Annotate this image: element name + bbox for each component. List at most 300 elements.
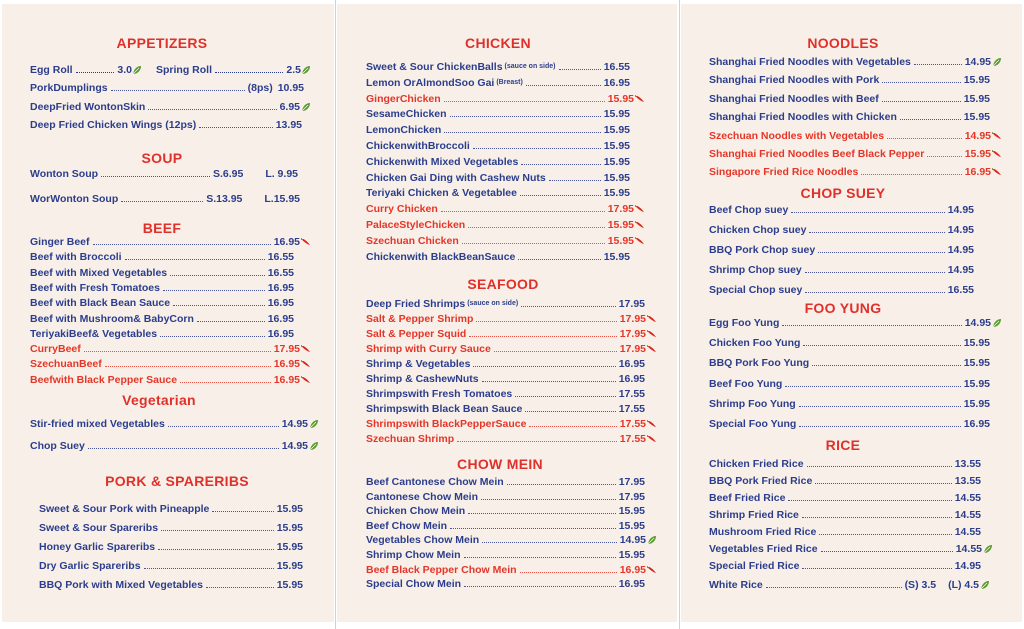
menu-item xyxy=(709,491,981,505)
leaf-icon xyxy=(983,544,993,554)
dot-leader xyxy=(802,517,952,518)
menu-item xyxy=(709,165,1002,179)
item-name: Chickenwith BlackBeanSauce xyxy=(366,251,516,263)
dot-leader xyxy=(215,72,283,73)
dot-leader xyxy=(782,325,961,326)
dot-leader xyxy=(799,406,961,407)
item-price: 14.95 xyxy=(964,56,991,68)
menu-item xyxy=(39,502,303,516)
menu-item xyxy=(30,167,298,181)
item-price: 15.95 xyxy=(603,187,630,199)
item-name: Deep Fried Chicken Wings (12ps) xyxy=(30,119,197,131)
dot-leader xyxy=(559,69,601,70)
menu-item xyxy=(39,521,303,535)
chili-pepper-icon xyxy=(992,167,1002,177)
item-name: Beef with Mushroom& BabyCorn xyxy=(30,313,194,325)
menu-item xyxy=(366,92,645,106)
item-quantity: (8ps) xyxy=(247,82,273,94)
menu-item xyxy=(366,297,645,311)
menu-item xyxy=(366,504,645,518)
menu-item xyxy=(366,577,645,591)
dot-leader xyxy=(180,382,271,383)
menu-item xyxy=(366,218,645,232)
item-price: 15.95 xyxy=(963,74,990,86)
dot-leader xyxy=(882,82,960,83)
dot-leader xyxy=(84,351,271,352)
menu-item xyxy=(366,372,645,386)
menu-item xyxy=(39,578,303,592)
item-price: 17.95 xyxy=(619,343,646,355)
item-name: Dry Garlic Spareribs xyxy=(39,560,141,572)
item-name: Sweet & Sour ChickenBalls xyxy=(366,61,503,73)
item-price: 16.95 xyxy=(273,236,300,248)
item-price: 16.55 xyxy=(267,251,294,263)
item-name: Chicken Gai Ding with Cashew Nuts xyxy=(366,172,546,184)
dot-leader xyxy=(529,426,616,427)
chili-pepper-icon xyxy=(992,131,1002,141)
item-name: Beef Foo Yung xyxy=(709,378,783,390)
dot-leader xyxy=(788,500,951,501)
dot-leader xyxy=(76,72,115,73)
item-name: PorkDumplings xyxy=(30,82,108,94)
dot-leader xyxy=(88,448,279,449)
menu-item xyxy=(709,203,974,217)
dot-leader xyxy=(473,366,615,367)
item-price: 14.95 xyxy=(964,130,991,142)
menu-item xyxy=(30,118,302,132)
dot-leader xyxy=(799,426,960,427)
item-price: 14.55 xyxy=(954,509,981,521)
item-name: TeriyakiBeef& Vegetables xyxy=(30,328,158,340)
dot-leader xyxy=(812,365,961,366)
item-price: 15.95 xyxy=(603,251,630,263)
dot-leader xyxy=(805,272,945,273)
item-name: SzechuanBeef xyxy=(30,358,102,370)
item-name: Beef Chow Mein xyxy=(366,520,448,532)
menu-item xyxy=(709,542,993,556)
chop-suey-heading: CHOP SUEY xyxy=(800,185,886,201)
item-price: 14.95 xyxy=(954,560,981,572)
chili-pepper-icon xyxy=(647,565,657,575)
menu-item xyxy=(30,357,311,371)
menu-item xyxy=(30,327,294,341)
menu-item xyxy=(709,243,974,257)
dot-leader xyxy=(163,290,265,291)
menu-item xyxy=(366,432,657,446)
item-price: 16.95 xyxy=(273,374,300,386)
leaf-icon xyxy=(301,102,311,112)
menu-item xyxy=(366,327,657,341)
noodles-heading: NOODLES xyxy=(807,35,879,51)
dot-leader xyxy=(121,201,203,202)
item-price: 15.95 xyxy=(276,503,303,515)
item-price: 16.95 xyxy=(618,358,645,370)
menu-item xyxy=(709,55,1002,69)
chili-pepper-icon xyxy=(301,237,311,247)
item-name: Sweet & Sour Pork with Pineapple xyxy=(39,503,210,515)
dot-leader xyxy=(927,156,961,157)
item-name: LemonChicken xyxy=(366,124,442,136)
item-name: BBQ Pork Foo Yung xyxy=(709,357,810,369)
egg-roll-item xyxy=(30,63,142,77)
item-price: 17.95 xyxy=(618,476,645,488)
menu-item xyxy=(366,417,657,431)
item-name: Beefwith Black Pepper Sauce xyxy=(30,374,178,386)
menu-item xyxy=(30,81,304,95)
menu-item xyxy=(30,192,300,206)
menu-item xyxy=(709,92,990,106)
item-price: 14.95 xyxy=(947,224,974,236)
chili-pepper-icon xyxy=(647,419,657,429)
leaf-icon xyxy=(992,318,1002,328)
menu-item xyxy=(366,475,645,489)
item-name: Beef with Mixed Vegetables xyxy=(30,267,168,279)
item-price-small: (S) 3.5 xyxy=(904,579,937,591)
item-name: Singapore Fried Rice Noodles xyxy=(709,166,859,178)
menu-item xyxy=(366,402,645,416)
item-name: Vegetables Fried Rice xyxy=(709,543,818,555)
menu-item xyxy=(30,100,311,114)
dot-leader xyxy=(206,587,274,588)
item-price: 16.95 xyxy=(618,373,645,385)
chili-pepper-icon xyxy=(301,375,311,385)
item-price: 2.5 xyxy=(286,64,301,76)
item-price: 16.95 xyxy=(964,166,991,178)
item-price: 15.95 xyxy=(603,172,630,184)
item-name: PalaceStyleChicken xyxy=(366,219,466,231)
item-name: Beef with Black Bean Sauce xyxy=(30,297,171,309)
item-price: 15.95 xyxy=(963,378,990,390)
item-name: Lemon OrAlmondSoo Gai xyxy=(366,77,495,89)
item-name: Shrimp Foo Yung xyxy=(709,398,796,410)
column-divider xyxy=(335,0,336,629)
item-name: Shrimp & Vegetables xyxy=(366,358,471,370)
item-price: 15.95 xyxy=(603,124,630,136)
item-price: 14.95 xyxy=(947,204,974,216)
dot-leader xyxy=(785,386,960,387)
item-name: Vegetables Chow Mein xyxy=(366,534,480,546)
dot-leader xyxy=(450,116,601,117)
item-name: Special Foo Yung xyxy=(709,418,797,430)
dot-leader xyxy=(507,484,616,485)
item-name: Shrimp Chop suey xyxy=(709,264,802,276)
foo-yung-heading: FOO YUNG xyxy=(804,300,882,316)
dot-leader xyxy=(457,441,617,442)
item-name: Teriyaki Chicken & Vegetablee xyxy=(366,187,517,199)
item-name: Chicken Chop suey xyxy=(709,224,807,236)
menu-item xyxy=(30,439,319,453)
dot-leader xyxy=(515,396,615,397)
menu-item xyxy=(709,525,981,539)
dot-leader xyxy=(807,466,952,467)
item-price: 14.55 xyxy=(954,492,981,504)
vegetarian-heading: Vegetarian xyxy=(122,392,196,408)
item-price: 15.95 xyxy=(963,93,990,105)
dot-leader xyxy=(861,174,961,175)
item-price: 15.95 xyxy=(963,357,990,369)
dot-leader xyxy=(199,127,273,128)
chili-pepper-icon xyxy=(635,236,645,246)
item-name: Curry Chicken xyxy=(366,203,438,215)
item-price: 17.55 xyxy=(619,418,646,430)
item-price: 15.95 xyxy=(964,148,991,160)
item-note: (Breast) xyxy=(496,78,523,86)
dot-leader xyxy=(818,252,945,253)
item-price-small: S.6.95 xyxy=(212,168,244,180)
item-name: Beef with Broccoli xyxy=(30,251,122,263)
dot-leader xyxy=(521,306,616,307)
chili-pepper-icon xyxy=(301,344,311,354)
dot-leader xyxy=(882,101,961,102)
dot-leader xyxy=(802,568,951,569)
item-name: Beef Black Pepper Chow Mein xyxy=(366,564,517,576)
menu-item xyxy=(366,202,645,216)
item-price: 15.95 xyxy=(607,235,634,247)
item-price: 15.95 xyxy=(963,337,990,349)
item-name: Chicken Foo Yung xyxy=(709,337,801,349)
chili-pepper-icon xyxy=(647,314,657,324)
item-name: Shanghai Fried Noodles Beef Black Pepper xyxy=(709,148,925,160)
menu-item xyxy=(366,139,630,153)
menu-item xyxy=(709,223,974,237)
dot-leader xyxy=(525,411,615,412)
item-name: Chickenwith Mixed Vegetables xyxy=(366,156,519,168)
menu-item xyxy=(366,563,657,577)
menu-item xyxy=(709,283,974,297)
item-price: 3.0 xyxy=(117,64,132,76)
dot-leader xyxy=(521,164,600,165)
item-note: (sauce on side) xyxy=(504,62,556,70)
item-price: 14.95 xyxy=(947,244,974,256)
dot-leader xyxy=(473,148,601,149)
rice-heading: RICE xyxy=(825,437,861,453)
item-price: 15.95 xyxy=(607,219,634,231)
menu-item xyxy=(709,508,981,522)
chicken-heading: CHICKEN xyxy=(465,35,531,51)
item-price: 15.95 xyxy=(618,520,645,532)
item-price: 17.55 xyxy=(618,388,645,400)
menu-item xyxy=(30,235,311,249)
item-name: GingerChicken xyxy=(366,93,441,105)
item-price: 16.95 xyxy=(963,418,990,430)
leaf-icon xyxy=(309,419,319,429)
item-name: Shanghai Fried Noodles with Chicken xyxy=(709,111,897,123)
dot-leader xyxy=(914,64,962,65)
menu-item xyxy=(709,129,1002,143)
dot-leader xyxy=(526,85,601,86)
menu-item xyxy=(366,519,645,533)
dot-leader xyxy=(170,275,265,276)
dot-leader xyxy=(168,426,279,427)
item-note: (sauce on side) xyxy=(467,299,519,307)
menu-item xyxy=(366,312,657,326)
dot-leader xyxy=(468,227,604,228)
pork-heading: PORK & SPARERIBS xyxy=(105,473,249,489)
dot-leader xyxy=(93,244,271,245)
item-price: 6.95 xyxy=(279,101,300,113)
item-name: CurryBeef xyxy=(30,343,81,355)
leaf-icon xyxy=(309,441,319,451)
item-name: Special Chop suey xyxy=(709,284,803,296)
menu-item xyxy=(30,342,311,356)
chili-pepper-icon xyxy=(647,329,657,339)
item-name: Beef Cantonese Chow Mein xyxy=(366,476,504,488)
menu-item xyxy=(366,60,630,74)
menu-item xyxy=(366,171,630,185)
item-name: WorWonton Soup xyxy=(30,193,119,205)
item-price: 16.95 xyxy=(267,282,294,294)
dot-leader xyxy=(520,195,601,196)
item-name: Chop Suey xyxy=(30,440,85,452)
item-price-large: L.15.95 xyxy=(264,193,300,205)
item-name: Shrimp Fried Rice xyxy=(709,509,799,521)
dot-leader xyxy=(148,109,276,110)
menu-item xyxy=(30,312,294,326)
item-price: 15.95 xyxy=(618,505,645,517)
item-name: Shrimp & CashewNuts xyxy=(366,373,479,385)
dot-leader xyxy=(111,90,245,91)
dot-leader xyxy=(766,587,902,588)
menu-item xyxy=(709,356,990,370)
menu-item xyxy=(366,234,645,248)
chili-pepper-icon xyxy=(647,344,657,354)
item-price: 17.95 xyxy=(273,343,300,355)
item-name: Special Chow Mein xyxy=(366,578,462,590)
item-name: Stir-fried mixed Vegetables xyxy=(30,418,165,430)
menu-item xyxy=(709,263,974,277)
item-name: Szechuan Noodles with Vegetables xyxy=(709,130,885,142)
menu-item xyxy=(366,533,657,547)
item-price: 14.55 xyxy=(954,526,981,538)
menu-item xyxy=(709,377,990,391)
item-price: 16.95 xyxy=(267,313,294,325)
dot-leader xyxy=(494,351,617,352)
menu-item xyxy=(30,417,319,431)
item-name: Egg Foo Yung xyxy=(709,317,780,329)
chow-mein-heading: CHOW MEIN xyxy=(457,456,543,472)
chili-pepper-icon xyxy=(647,434,657,444)
dot-leader xyxy=(444,132,600,133)
menu-item xyxy=(366,548,645,562)
item-name: Beef Chop suey xyxy=(709,204,789,216)
item-name: Beef Fried Rice xyxy=(709,492,786,504)
menu-item xyxy=(709,457,981,471)
menu-item xyxy=(366,250,630,264)
item-price: 15.95 xyxy=(603,140,630,152)
item-name: Salt & Pepper Shrimp xyxy=(366,313,474,325)
menu-item xyxy=(709,336,990,350)
menu-item xyxy=(366,387,645,401)
chili-pepper-icon xyxy=(635,94,645,104)
item-name: Shanghai Fried Noodles with Beef xyxy=(709,93,879,105)
item-price: 16.55 xyxy=(267,267,294,279)
dot-leader xyxy=(476,321,616,322)
item-price: 16.95 xyxy=(619,564,646,576)
dot-leader xyxy=(791,212,944,213)
item-price: 15.95 xyxy=(963,111,990,123)
item-price: 14.95 xyxy=(281,418,308,430)
menu-item xyxy=(366,357,645,371)
menu-item xyxy=(39,540,303,554)
item-name: Szechuan Chicken xyxy=(366,235,459,247)
item-price: 15.95 xyxy=(603,156,630,168)
item-price: 14.95 xyxy=(281,440,308,452)
item-price: 17.95 xyxy=(607,203,634,215)
beef-heading: BEEF xyxy=(142,220,182,236)
leaf-icon xyxy=(132,65,142,75)
menu-item xyxy=(709,397,990,411)
item-price: 13.95 xyxy=(275,119,302,131)
item-price: 10.95 xyxy=(277,82,304,94)
item-name: Spring Roll xyxy=(156,64,212,76)
menu-item xyxy=(30,281,294,295)
dot-leader xyxy=(464,586,616,587)
dot-leader xyxy=(173,305,265,306)
menu-item xyxy=(709,559,981,573)
menu-item xyxy=(30,250,294,264)
item-name: Shanghai Fried Noodles with Pork xyxy=(709,74,880,86)
dot-leader xyxy=(197,321,265,322)
item-name: Mushroom Fried Rice xyxy=(709,526,817,538)
leaf-icon xyxy=(980,580,990,590)
dot-leader xyxy=(444,101,605,102)
item-name: Shrimp with Curry Sauce xyxy=(366,343,491,355)
item-price: 17.95 xyxy=(618,491,645,503)
item-name: Chicken Fried Rice xyxy=(709,458,804,470)
item-name: Shanghai Fried Noodles with Vegetables xyxy=(709,56,911,68)
item-price: 14.95 xyxy=(619,534,646,546)
dot-leader xyxy=(482,381,616,382)
dot-leader xyxy=(101,176,210,177)
item-name: Special Fried Rice xyxy=(709,560,800,572)
menu-item xyxy=(366,155,630,169)
item-name: White Rice xyxy=(709,579,763,591)
item-price: 16.95 xyxy=(273,358,300,370)
dot-leader xyxy=(468,513,616,514)
leaf-icon xyxy=(647,535,657,545)
chili-pepper-icon xyxy=(301,359,311,369)
item-price: 17.55 xyxy=(619,433,646,445)
item-price: 13.55 xyxy=(954,458,981,470)
dot-leader xyxy=(125,259,265,260)
dot-leader xyxy=(887,138,962,139)
menu-item xyxy=(709,578,990,592)
chili-pepper-icon xyxy=(635,220,645,230)
dot-leader xyxy=(821,551,953,552)
item-name: Shrimp Chow Mein xyxy=(366,549,461,561)
dot-leader xyxy=(481,499,616,500)
chili-pepper-icon xyxy=(992,149,1002,159)
dot-leader xyxy=(160,336,265,337)
dot-leader xyxy=(105,366,271,367)
item-price: 16.95 xyxy=(603,77,630,89)
appetizers-heading: APPETIZERS xyxy=(116,35,208,51)
menu-item xyxy=(709,110,990,124)
item-name: Cantonese Chow Mein xyxy=(366,491,479,503)
menu-item xyxy=(366,76,630,90)
item-price: 16.55 xyxy=(947,284,974,296)
item-name: BBQ Pork with Mixed Vegetables xyxy=(39,579,203,591)
dot-leader xyxy=(518,259,600,260)
dot-leader xyxy=(462,243,605,244)
item-name: Egg Roll xyxy=(30,64,73,76)
menu-item xyxy=(39,559,303,573)
menu-item xyxy=(366,342,657,356)
item-name: Shrimpswith Black Bean Sauce xyxy=(366,403,523,415)
menu-item xyxy=(366,490,645,504)
item-name: Shrimpswith Fresh Tomatoes xyxy=(366,388,513,400)
dot-leader xyxy=(441,211,605,212)
